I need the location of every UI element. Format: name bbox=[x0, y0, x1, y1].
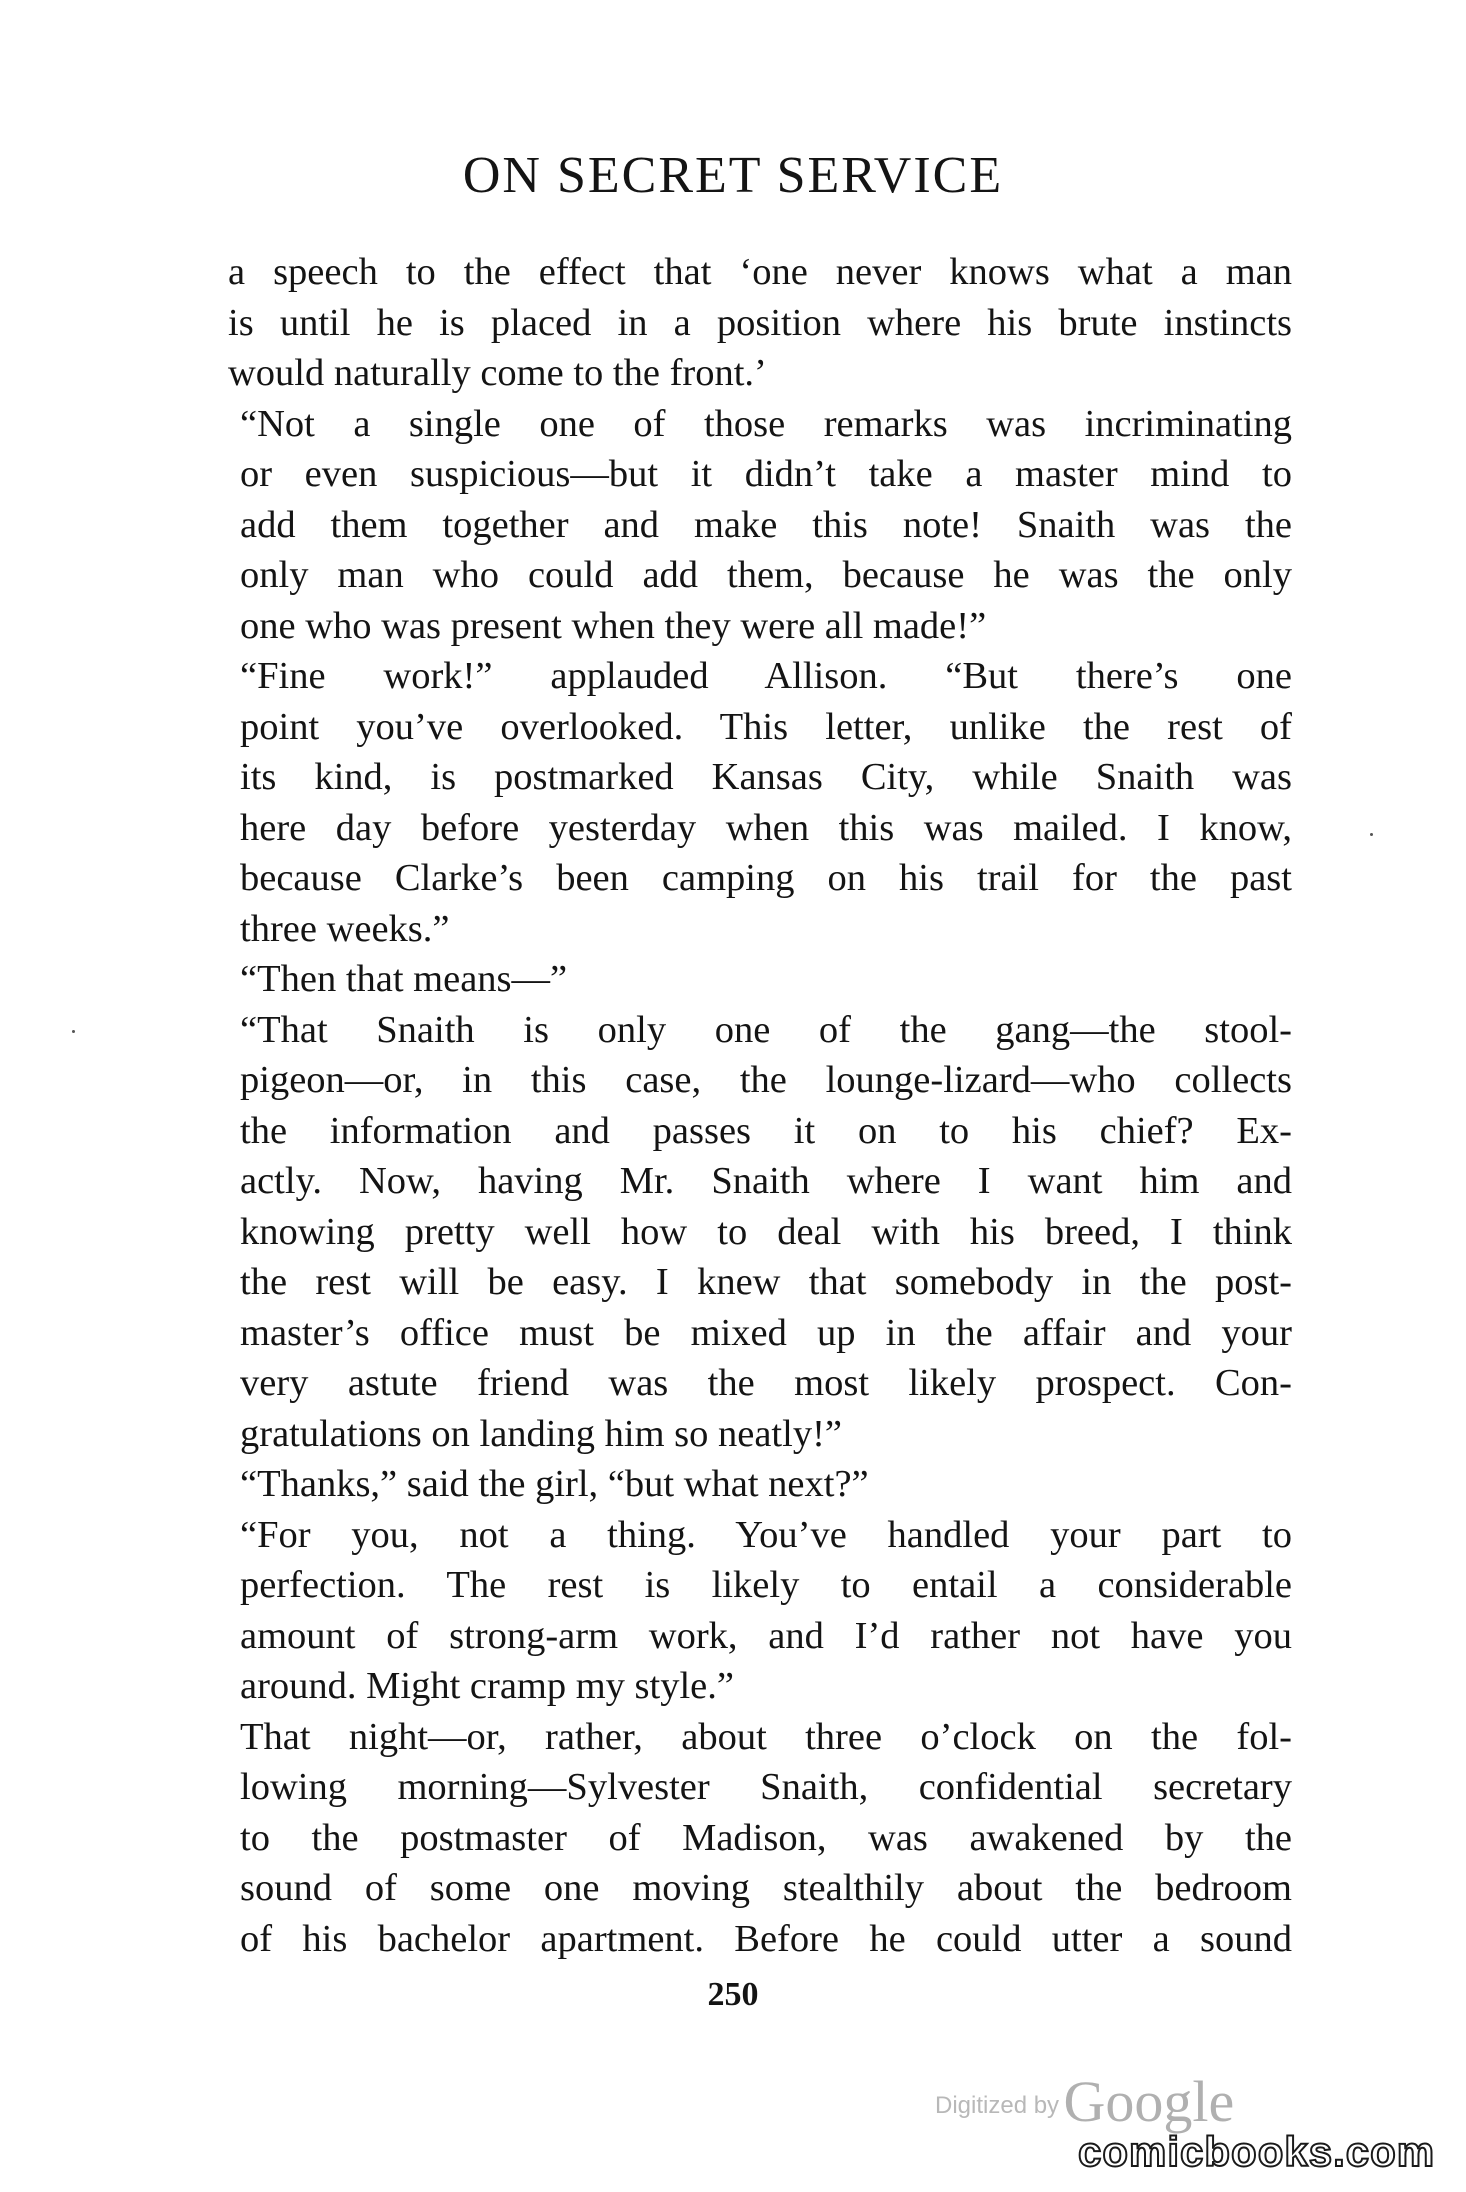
text-line: or even suspicious—but it didn’t take a master mind to bbox=[240, 453, 1292, 495]
text-line: “Not a single one of those remarks was incriminating bbox=[240, 402, 1292, 445]
text-line: because Clarke’s been camping on his trail for the past bbox=[240, 857, 1292, 899]
text-line: “Thanks,” said the girl, “but what next?” bbox=[240, 1463, 869, 1505]
text-line: master’s office must be mixed up in the affair and your bbox=[240, 1311, 1292, 1354]
running-title: ON SECRET SERVICE bbox=[462, 147, 1004, 204]
text-line: actly. Now, having Mr. Snaith where I want him and bbox=[240, 1160, 1292, 1202]
text-line: amount of strong-arm work, and I’d rather not have you bbox=[240, 1614, 1292, 1657]
site-watermark: comicbooks.com bbox=[1078, 2128, 1436, 2175]
digitized-prefix: Digitized by bbox=[935, 2092, 1060, 2119]
text-line: to the postmaster of Madison, was awakened by the bbox=[240, 1816, 1292, 1859]
paragraph bbox=[228, 1459, 1292, 1510]
paragraph bbox=[228, 247, 1292, 399]
text-line: three weeks.” bbox=[240, 907, 450, 950]
text-line: its kind, is postmarked Kansas City, while Snaith was bbox=[240, 756, 1292, 798]
text-line: very astute friend was the most likely prospect. Con- bbox=[240, 1362, 1292, 1404]
text-line: That night—or, rather, about three o’clock on the fol- bbox=[240, 1715, 1292, 1758]
digitized-by-notice bbox=[935, 2068, 1234, 2135]
text-line: of his bachelor apartment. Before he could utter a sound bbox=[240, 1917, 1292, 1960]
text-line: add them together and make this note! Snaith was the bbox=[240, 503, 1292, 546]
text-line: “Fine work!” applauded Allison. “But there’s one bbox=[240, 655, 1292, 697]
text-line: is until he is placed in a position where his brute instincts bbox=[228, 301, 1292, 344]
text-line: perfection. The rest is likely to entail a considerable bbox=[240, 1564, 1292, 1606]
body-text bbox=[228, 247, 1292, 1964]
page-number: 250 bbox=[707, 1976, 759, 2013]
paragraph bbox=[228, 1712, 1292, 1965]
text-line: the information and passes it on to his chief? Ex- bbox=[240, 1109, 1292, 1152]
text-line: the rest will be easy. I knew that somebody in the post- bbox=[240, 1261, 1292, 1303]
text-line: lowing morning—Sylvester Snaith, confidential secretary bbox=[240, 1766, 1292, 1808]
text-line: “That Snaith is only one of the gang—the stool- bbox=[240, 1008, 1292, 1051]
paragraph bbox=[228, 954, 1292, 1005]
text-line: a speech to the effect that ‘one never knows what a man bbox=[228, 251, 1292, 293]
paragraph bbox=[228, 399, 1292, 652]
text-line: gratulations on landing him so neatly!” bbox=[240, 1412, 842, 1455]
text-line: knowing pretty well how to deal with his breed, I think bbox=[240, 1210, 1292, 1253]
paragraph bbox=[228, 651, 1292, 954]
scan-speck bbox=[1370, 833, 1373, 836]
text-line: “Then that means—” bbox=[240, 958, 568, 1000]
text-line: one who was present when they were all made!” bbox=[240, 604, 987, 647]
paragraph bbox=[228, 1510, 1292, 1712]
paragraph bbox=[228, 1005, 1292, 1460]
text-line: sound of some one moving stealthily about the bedroom bbox=[240, 1867, 1292, 1909]
text-line: here day before yesterday when this was mailed. I know, bbox=[240, 806, 1292, 849]
scan-speck bbox=[72, 1030, 75, 1033]
text-line: only man who could add them, because he was the only bbox=[240, 554, 1292, 596]
text-line: pigeon—or, in this case, the lounge-lizard—who collects bbox=[240, 1059, 1292, 1101]
text-line: around. Might cramp my style.” bbox=[240, 1665, 734, 1707]
text-line: “For you, not a thing. You’ve handled your part to bbox=[240, 1513, 1292, 1556]
google-logo-text: Google bbox=[1063, 2069, 1235, 2134]
text-line: point you’ve overlooked. This letter, unlike the rest of bbox=[240, 705, 1292, 748]
text-line: would naturally come to the front.’ bbox=[228, 352, 767, 394]
